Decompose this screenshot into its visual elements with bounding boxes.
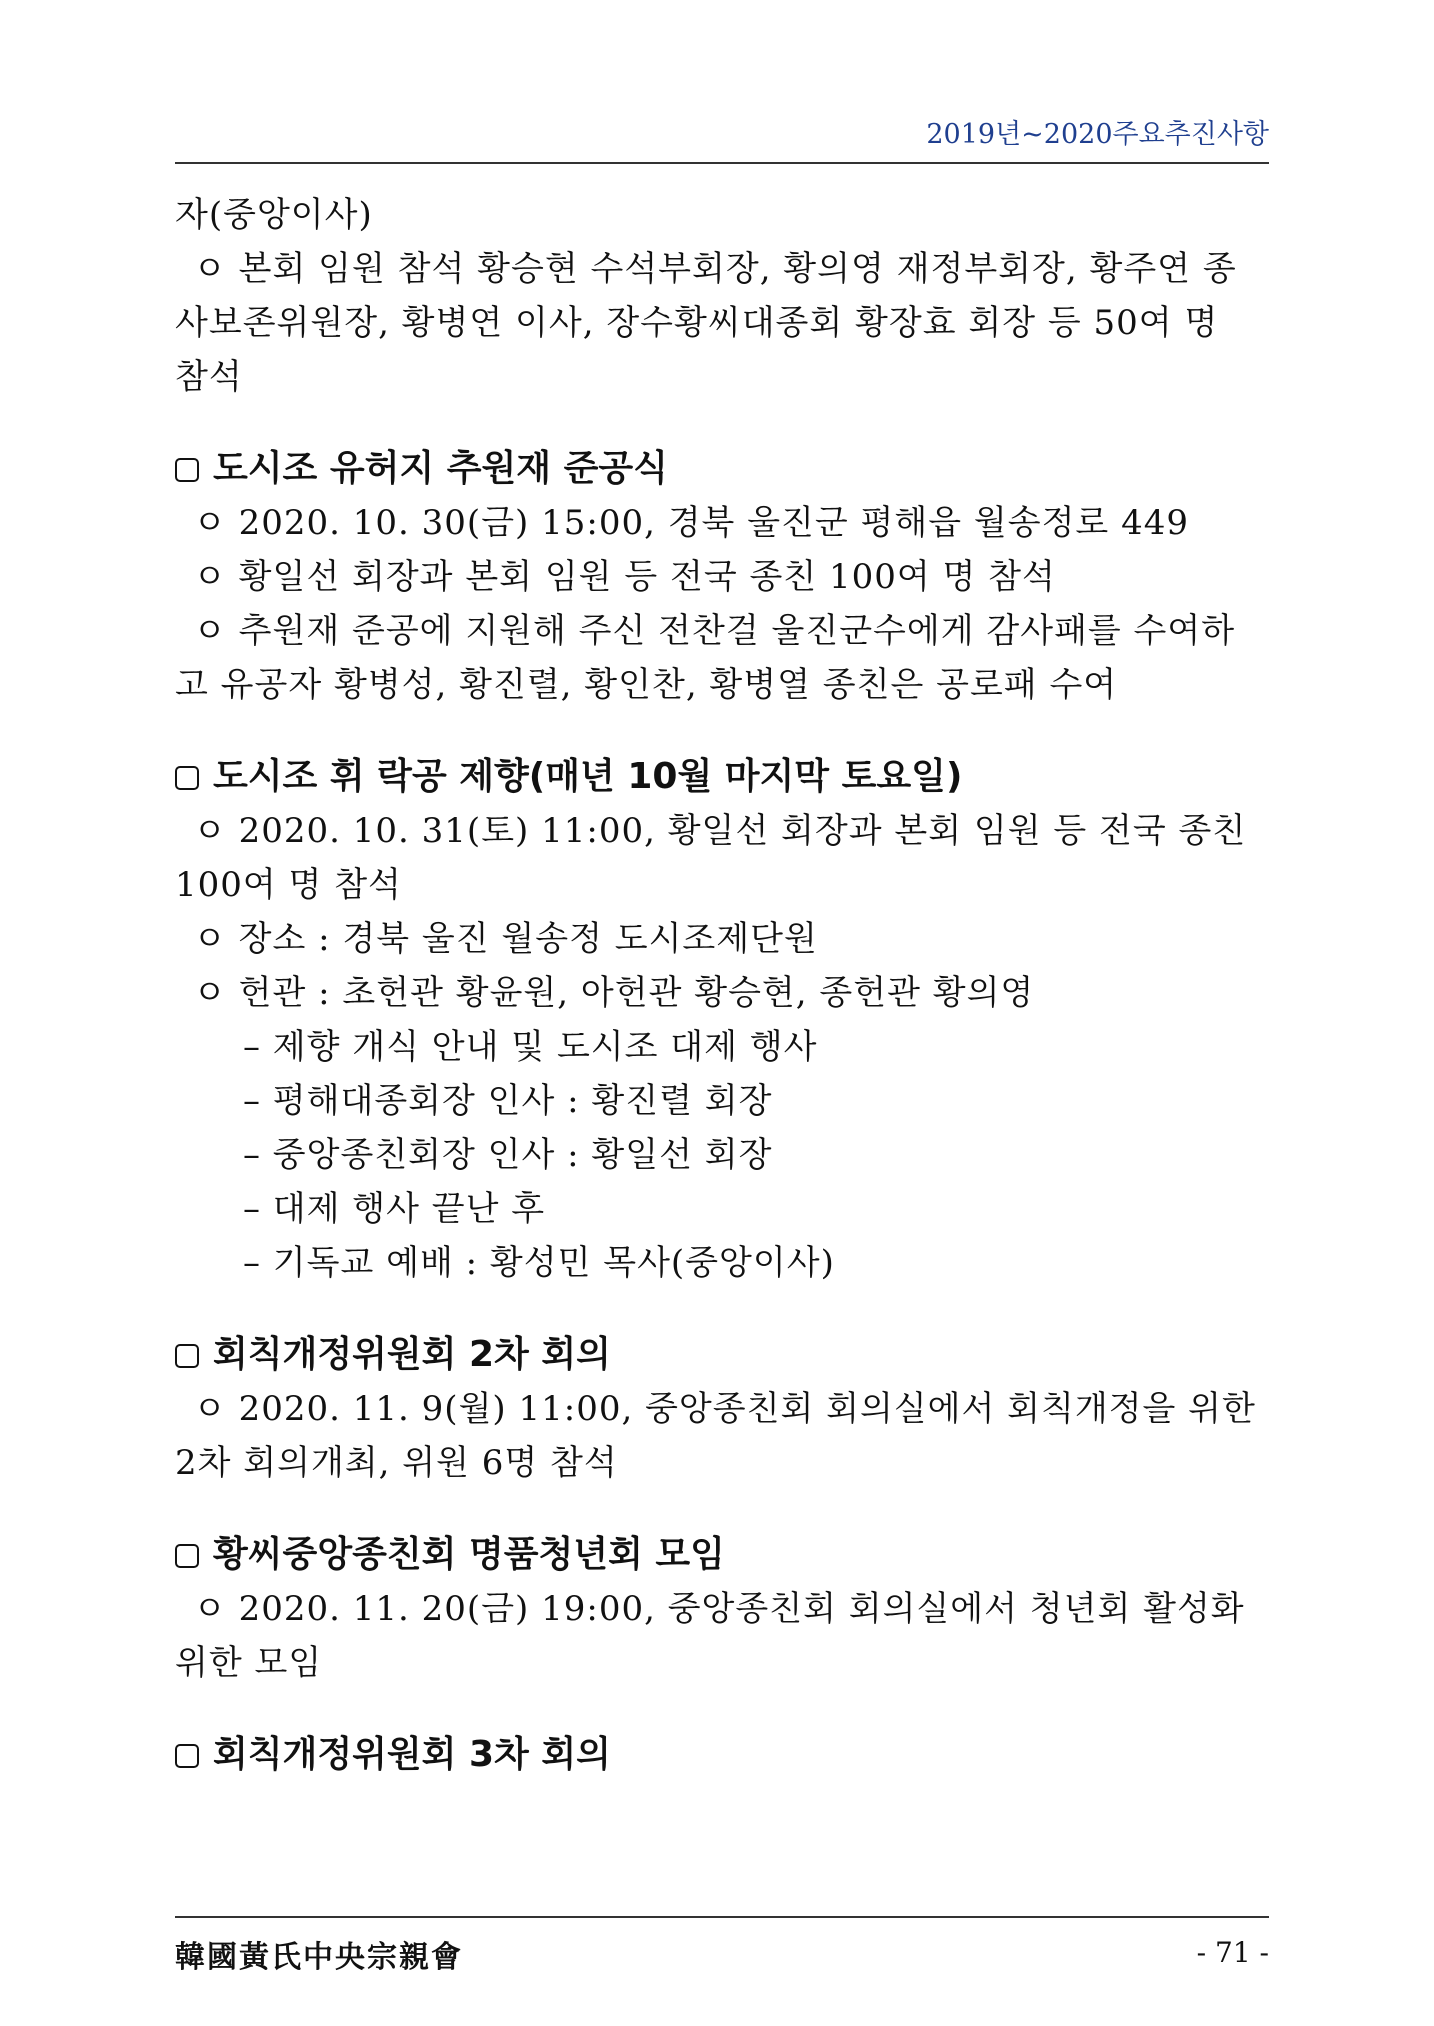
body-line: 고 유공자 황병성, 황진렬, 황인찬, 황병열 종친은 공로패 수여: [175, 665, 1118, 705]
body-line: 사보존위원장, 황병연 이사, 장수황씨대종회 황장효 회장 등 50여 명: [175, 303, 1219, 343]
bullet-item: ㅇ 장소 : 경북 울진 월송정 도시조제단원: [193, 919, 818, 959]
checkbox-square-icon: [175, 1544, 199, 1568]
bullet-item: ㅇ 2020. 11. 20(금) 19:00, 중앙종친회 회의실에서 청년회 활성화: [193, 1589, 1245, 1629]
section-title: 도시조 휘 락공 제향(매년 10월 마지막 토요일): [213, 756, 963, 797]
organization-logo-text: 韓國黃氏中央宗親會: [175, 1940, 463, 1975]
running-header: 2019년~2020주요추진사항: [926, 119, 1269, 150]
page-body: [175, 188, 1269, 1782]
bullet-item: ㅇ 헌관 : 초헌관 황윤원, 아헌관 황승현, 종헌관 황의영: [193, 973, 1035, 1013]
section-heading: [175, 1728, 1269, 1782]
section-heading: [175, 1328, 1269, 1382]
dash-item: – 기독교 예배 : 황성민 목사(중앙이사): [243, 1243, 835, 1283]
bullet-item: ㅇ 2020. 10. 30(금) 15:00, 경북 울진군 평해읍 월송정로 449: [193, 503, 1189, 543]
section-heading: [175, 442, 1269, 496]
header-divider: [175, 162, 1269, 164]
body-line: 위한 모임: [175, 1643, 323, 1683]
dash-item: – 평해대종회장 인사 : 황진렬 회장: [243, 1081, 773, 1121]
section-title: 회칙개정위원회 2차 회의: [213, 1334, 611, 1375]
section-title: 회칙개정위원회 3차 회의: [213, 1734, 611, 1775]
section-title: 도시조 유허지 추원재 준공식: [213, 448, 668, 489]
dash-item: – 중앙종친회장 인사 : 황일선 회장: [243, 1135, 773, 1175]
body-line: 자(중앙이사): [175, 195, 373, 235]
footer-divider: [175, 1916, 1269, 1918]
bullet-item: ㅇ 2020. 11. 9(월) 11:00, 중앙종친회 회의실에서 회칙개정을 위한: [193, 1389, 1256, 1429]
checkbox-square-icon: [175, 458, 199, 482]
bullet-item: ㅇ 추원재 준공에 지원해 주신 전찬걸 울진군수에게 감사패를 수여하: [193, 611, 1236, 651]
body-line: 100여 명 참석: [175, 865, 402, 905]
section-heading: [175, 1528, 1269, 1582]
page-number: - 71 -: [1196, 1936, 1269, 1969]
dash-item: – 대제 행사 끝난 후: [243, 1189, 546, 1229]
dash-item: – 제향 개식 안내 및 도시조 대제 행사: [243, 1027, 818, 1067]
checkbox-square-icon: [175, 766, 199, 790]
section-title: 황씨중앙종친회 명품청년회 모임: [213, 1534, 725, 1575]
body-line: 2차 회의개최, 위원 6명 참석: [175, 1443, 618, 1483]
section-heading: [175, 750, 1269, 804]
body-line: ㅇ 본회 임원 참석 황승현 수석부회장, 황의영 재정부회장, 황주연 종: [193, 249, 1237, 289]
body-line: 참석: [175, 357, 243, 397]
bullet-item: ㅇ 황일선 회장과 본회 임원 등 전국 종친 100여 명 참석: [193, 557, 1056, 597]
bullet-item: ㅇ 2020. 10. 31(토) 11:00, 황일선 회장과 본회 임원 등 전국 종친: [193, 811, 1247, 851]
checkbox-square-icon: [175, 1744, 199, 1768]
checkbox-square-icon: [175, 1344, 199, 1368]
